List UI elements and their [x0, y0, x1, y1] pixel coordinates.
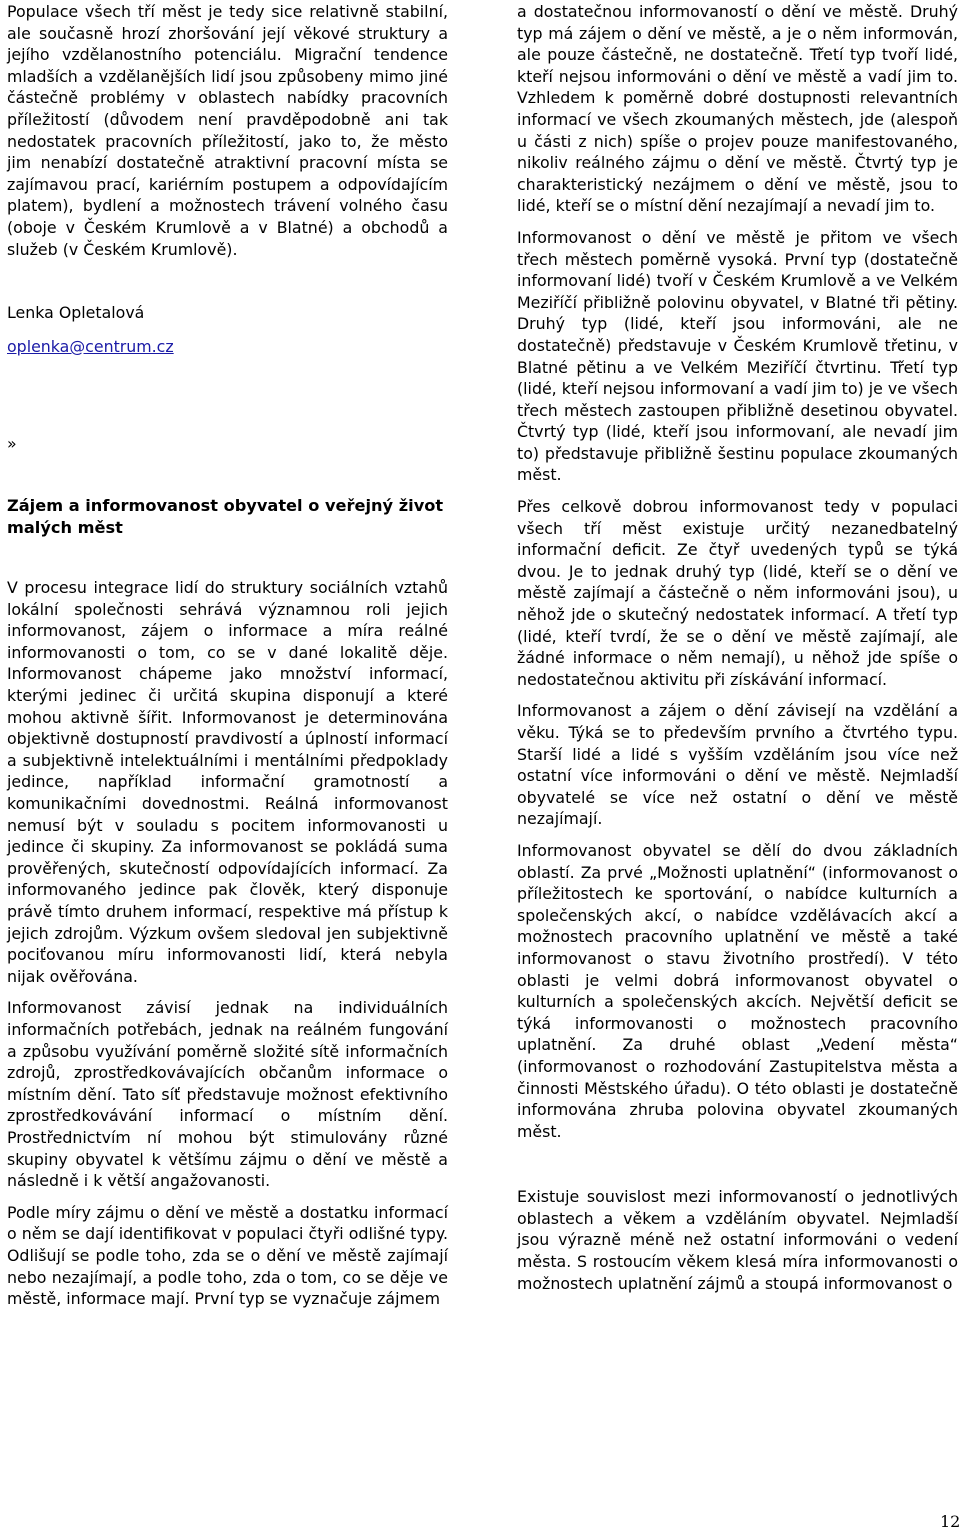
author-name: Lenka Opletalová	[7, 303, 145, 323]
paragraph-intro: Populace všech tří měst je tedy sice relativně stabilní, ale současně hrozí zhoršování její věkové struktury a jejího vzdělanostního potenciálu. Migrační tendence mladších a vzdělanějších lidí jsou způsobeny mimo jiné částečně problémy v oblastech nabídky pracovních příležitostí (důvodem není pravděpodobně ani tak nedostatek pracovních příležitostí, jako to, že město jim nenabízí dostatečně atraktivní pracovní místa se zajímavou prací, kariérním postupem a odpovídajícím platem), bydlení a možnostech trávení volného času (oboje v Českém Krumlově a v Blatné) a obchodů a služeb (v Českém Krumlově).	[7, 2, 448, 259]
article-heading: Zájem a informovanost obyvatel o veřejný život malých měst	[7, 495, 444, 537]
paragraph: V procesu integrace lidí do struktury sociálních vztahů lokální společnosti sehrává významnou roli jejich informovanost, zájem o informace a míra reálné informovanosti o tom, co se v dané lokalitě děje. Informovanost chápeme jako množství informací, kterými jedinec či určitá skupina disponují a které mohou aktivně šířit. Informovanost je determinována objektivně dostupností pravdivostí a úplností informací a subjektivně intelektuálními i mentálními předpoklady jedince, například informační gramotností a komunikačními dovednostmi. Reálná informovanost nemusí být v souladu s pocitem informovanosti u jedince či skupiny. Za informovanost se pokládá suma prověřených, skutečností odpovídajících informací. Za informovaného jedince pak člověk, který disponuje právě tímto druhem informací, respektive má přístup k jejich zdrojům. Výzkum ovšem sledoval jen subjektivně pociťovanou míru informovanosti lidí, která nebyla nijak ověřována.	[7, 578, 448, 986]
paragraph: Existuje souvislost mezi informovaností o jednotlivých oblastech a věkem a vzděláním obyvatel. Nejmladší jsou výrazně méně než ostatní informováni o vedení města. S rostoucím věkem klesá míra informovanosti o možnostech uplatnění zájmů a stoupá informovanost o	[517, 1187, 958, 1293]
author-email[interactable]	[7, 336, 448, 358]
paragraph: Informovanost závisí jednak na individuálních informačních potřebách, jednak na reálném fungování a způsobu využívání poměrně složité sítě informačních zdrojů, zprostředkovávajících občanům informace o místním dění. Tato síť představuje možnost efektivního zprostředkovávání informací o místním dění. Prostřednictvím ní mohou být stimulovány různé skupiny obyvatel k většímu zájmu o dění ve městě a následně i k větší angažovanosti.	[7, 998, 448, 1191]
email-link[interactable]: oplenka@centrum.cz	[7, 336, 174, 356]
article-marker: »	[7, 434, 17, 454]
paragraph: Podle míry zájmu o dění ve městě a dostatku informací o něm se dají identifikovat v populaci čtyři odlišné typy. Odlišují se podle toho, zda se o dění ve městě zajímají nebo nezajímají, a podle toho, zda o tom, co se děje ve městě, informace mají. První typ se vyznačuje zájmem	[7, 1202, 448, 1309]
paragraph: a dostatečnou informovaností o dění ve městě. Druhý typ má zájem o dění ve městě, a je o něm informován, ale pouze částečně, ne dostatečně. Třetí typ tvoří lidé, kteří nejsou informováni o dění ve městě a vadí jim to. Vzhledem k poměrně dobré dostupnosti relevantních informací ve všech zkoumaných městech, jde (alespoň u části z nich) spíše o projev pouze manifestovaného, nikoliv reálného zájmu o dění ve městě. Čtvrtý typ je charakteristický nezájmem o dění ve městě, jsou to lidé, kteří se o místní dění nezajímají a nevadí jim to.	[517, 2, 958, 216]
paragraph: Informovanost obyvatel se dělí do dvou základních oblastí. Za prvé „Možnosti uplatnění“ (informovanost o příležitostech ke sportování, o nabídce kulturních a společenských akcí, o nabídce vzdělávacích akcí a možnostech pracovního uplatnění ve městě a také informovanost o stavu životního prostředí). V této oblasti je velmi dobrá informovanost obyvatel o kulturních a společenských akcích. Největší deficit se týká informovanosti o možnostech pracovního uplatnění. Za druhé oblast „Vedení města“ (informovanost o rozhodování Zastupitelstva města a činnosti Městského úřadu). O této oblasti je dostatečně informována zhruba polovina obyvatel zkoumaných měst.	[517, 840, 958, 1141]
page-number: 12	[940, 1512, 960, 1531]
right-column	[517, 0, 958, 1294]
paragraph: Informovanost a zájem o dění závisejí na vzdělání a věku. Týká se to především prvního a čtvrtého typu. Starší lidé a lidé s vyšším vzděláním jsou více než ostatní více informováni o dění ve městě. Nejmladší obyvatelé se více než ostatní o dění ve městě nezajímají.	[517, 701, 958, 829]
paragraph: Přes celkově dobrou informovanost tedy v populaci všech tří měst existuje určitý nezanedbatelný informační deficit. Ze čtyř uvedených typů se týká dvou. Je to jednak druhý typ (lidé, kteří se o dění ve městě zajímají a částečně o něm informováni jsou), u něhož jde o skutečný nedostatek informací. A třetí typ (lidé, kteří tvrdí, že se o dění ve městě zajímají, ale žádné informace o něm nemají), u něhož jde spíše o nedostatečnou aktivitu při získávání informací.	[517, 497, 958, 689]
paragraph: Informovanost o dění ve městě je přitom ve všech třech městech poměrně vysoká. První typ (dostatečně informovaní lidé) tvoří v Českém Krumlově a ve Velkém Meziříčí přibližně polovinu obyvatel, v Blatné tři pětiny. Druhý typ (lidé, kteří jsou informováni, ale ne dostatečně) představuje v Českém Krumlově třetinu, v Blatné pětinu a ve Velkém Meziříčí čtvrtinu. Třetí typ (lidé, kteří nejsou informovaní a vadí jim to) je ve všech třech městech zastoupen přibližně desetinou obyvatel. Čtvrtý typ (lidé, kteří jsou informovaní, ale nevadí jim to) představuje přibližně šestinu populace zkoumaných měst.	[517, 227, 958, 485]
left-column	[7, 0, 448, 1310]
